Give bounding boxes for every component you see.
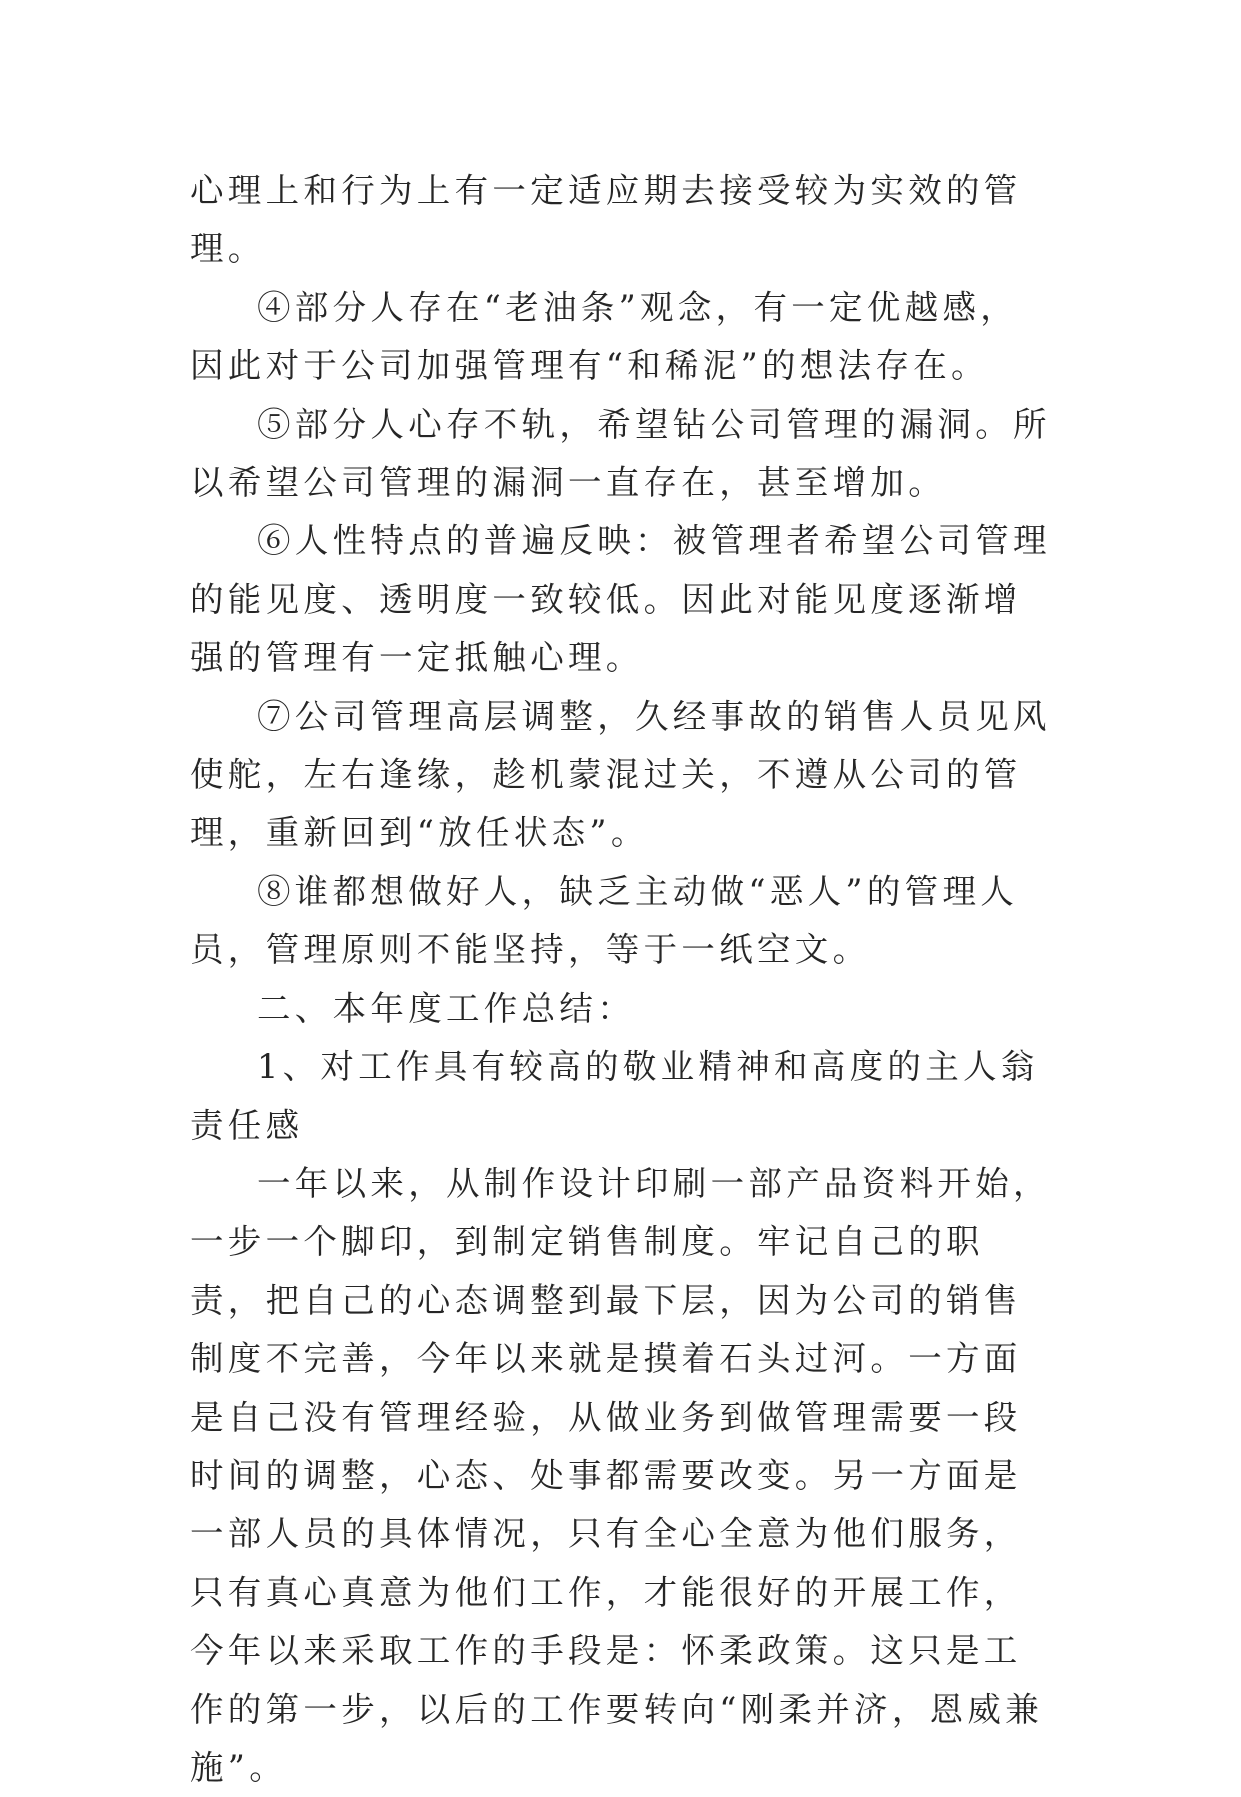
document-body — [190, 162, 1054, 1797]
paragraph-item-8: ⑧谁都想做好人，缺乏主动做“恶人”的管理人员，管理原则不能坚持，等于一纸空文。 — [190, 871, 1019, 970]
section-heading: 二、本年度工作总结： — [257, 988, 635, 1028]
paragraph-item-5: ⑤部分人心存不轨，希望钻公司管理的漏洞。所以希望公司管理的漏洞一直存在，甚至增加。 — [190, 404, 1051, 503]
paragraph-item-6: ⑥人性特点的普遍反映：被管理者希望公司管理的能见度、透明度一致较低。因此对能见度逐渐增强的管理有一定抵触心理。 — [190, 521, 1051, 678]
paragraph-item-7: ⑦公司管理高层调整，久经事故的销售人员见风使舵，左右逢缘，趁机蒙混过关，不遵从公司的管理，重新回到“放任状态”。 — [190, 696, 1051, 853]
paragraph-continuation: 心理上和行为上有一定适应期去接受较为实效的管理。 — [190, 171, 1022, 269]
subsection-heading: 1、对工作具有较高的敬业精神和高度的主人翁责任感 — [190, 1047, 1039, 1145]
body-paragraph: 一年以来，从制作设计印刷一部产品资料开始，一步一个脚印，到制定销售制度。牢记自己的职责，把自己的心态调整到最下层，因为公司的销售制度不完善，今年以来就是摸着石头过河。一方面是自己没有管理经验，从做业务到做管理需要一段时间的调整，心态、处事都需要改变。另一方面是一部人员的具体情况，只有全心全意为他们服务，只有真心真意为他们工作，才能很好的开展工作，今年以来采取工作的手段是：怀柔政策。这只是工作的第一步，以后的工作要转向“刚柔并济，恩威兼施”。 — [190, 1163, 1051, 1787]
paragraph-item-4: ④部分人存在“老油条”观念，有一定优越感，因此对于公司加强管理有“和稀泥”的想法存在。 — [190, 287, 1019, 386]
